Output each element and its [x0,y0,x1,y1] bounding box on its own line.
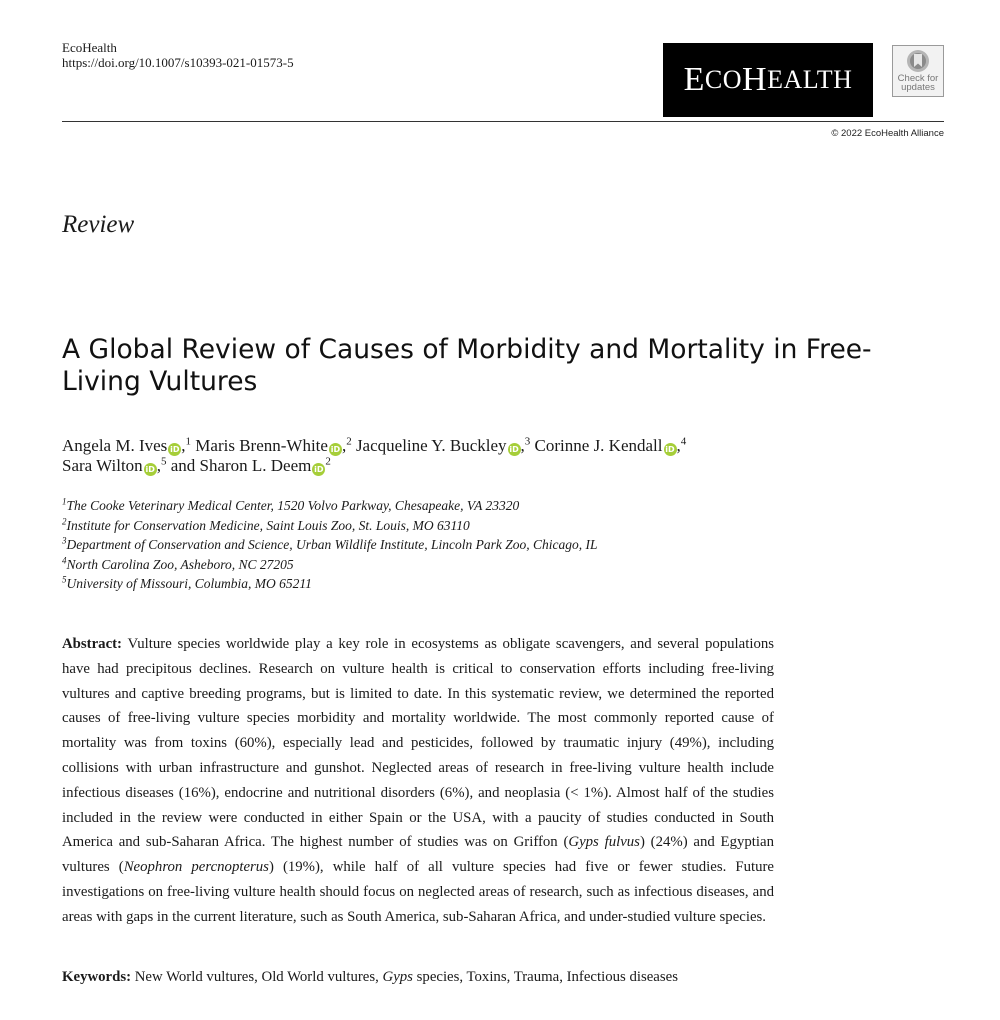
author-affil-ref: 2 [346,435,352,448]
author-list [62,436,942,476]
title-line-1: A Global Review of Causes of Morbidity and Mortality in Free- [62,334,872,365]
orcid-icon[interactable]: iD [145,465,155,474]
author-affil-ref: 3 [524,435,531,448]
species-name: Neophron percnopterus [123,859,269,876]
author-affil-ref: 4 [680,435,687,448]
affiliation-item: $^4$North Carolina Zoo, Asheboro, NC 27205 [62,555,294,572]
article-title [62,334,922,398]
check-for-updates-badge[interactable] [892,45,944,97]
author-affil-ref: 1 [185,435,192,448]
author-line-2: Sara Wilton iD ,$^5$ and Sharon L. Deem $iD^2$ [62,455,331,475]
author-name[interactable]: Corinne J. Kendall [534,436,663,455]
orcid-icon[interactable]: iD [509,445,519,454]
title-line-2: Living Vultures [62,366,258,397]
affiliation-item: $^5$University of Missouri, Columbia, MO 65211 [62,574,312,592]
abstract: Abstract: Vulture species worldwide play a key role in ecosystems as obligate scavengers, and several populations have had precipitous declines. Research on vulture health is critical to conservation efforts including free-living vultures and captive breeding programs, but is limited to date. In this systematic review, we determined the reported causes of free-living vulture species morbidity and mortality worldwide. The most commonly reported cause of mortality was from toxins (60%), especially lead and pesticides, followed by traumatic injury (49%), including collisions with urban infrastructure and gunshot. Neglected areas of research in free-living vulture health include infectious diseases (16%), endocrine and nutritional disorders (6%), and neoplasia (< 1%). Almost half of the studies included in the review were conducted in either Spain or the USA, with a paucity of studies conducted in South America and sub-Saharan Africa. The highest number of studies was on Griffon (Gyps fulvus) (24%) and Egyptian vultures (Neophron percnopterus) (19%), while half of all vulture species had five or fewer studies. Future investigations on free-living vulture health should focus on neglected areas of research, such as infectious diseases, and areas with gaps in the current literature, such as South America, sub-Saharan Africa, and under-studied vulture species. [62,636,774,925]
author-name[interactable]: Jacqueline Y. Buckley [355,436,507,455]
orcid-icon[interactable]: iD [330,445,341,454]
affiliation-item: $^2$Institute for Conservation Medicine, Saint Louis Zoo, St. Louis, MO 63110 [62,516,470,533]
affiliation-list [62,496,597,594]
journal-info [62,40,294,70]
author-affil-ref: 5 [160,455,167,468]
check-badge-line2: updates [901,82,935,93]
copyright-notice: © 2022 EcoHealth Alliance [831,128,944,139]
author-name[interactable]: Sara Wilton [62,456,143,475]
species-name: Gyps fulvus [568,834,640,851]
author-line-1: Angela M. Ives iD ,$^1$ Maris Brenn-White iD ,$^2$ Jacqueline Y. Buckley iD ,$^3$ Corinne J. Kendall iD ,$^4$ [62,435,687,455]
orcid-icon[interactable]: iD [665,445,675,454]
journal-name: EcoHealth [62,40,117,55]
affiliation-item: $^1$The Cooke Veterinary Medical Center, 1520 Volvo Parkway, Chesapeake, VA 23320 [62,496,520,513]
bookmark-ribbon-icon [905,48,931,74]
journal-logo: E CO H EALTH [663,43,873,117]
doi-link[interactable]: https://doi.org/10.1007/s10393-021-01573-5 [62,55,294,70]
author-name[interactable]: Maris Brenn-White [195,436,328,455]
author-name[interactable]: Angela M. Ives [62,436,168,455]
keywords-label: Keywords: [62,969,132,985]
article-type: Review [62,211,135,238]
affiliation-item: $^3$Department of Conservation and Science, Urban Wildlife Institute, Lincoln Park Zoo, Chicago, IL [62,535,598,553]
orcid-icon[interactable]: iD [170,445,180,454]
orcid-icon[interactable]: iD [314,465,324,474]
author-name[interactable]: Sharon L. Deem [199,456,312,475]
check-badge-line1: Check for [897,73,939,84]
keywords: Keywords: New World vultures, Old World vultures, Gyps species, Toxins, Trauma, Infectious diseases [62,969,678,985]
header-divider [62,121,944,122]
abstract-label: Abstract: [62,636,122,652]
authors-and: and [170,456,196,475]
author-affil-ref: 2 [325,455,331,468]
